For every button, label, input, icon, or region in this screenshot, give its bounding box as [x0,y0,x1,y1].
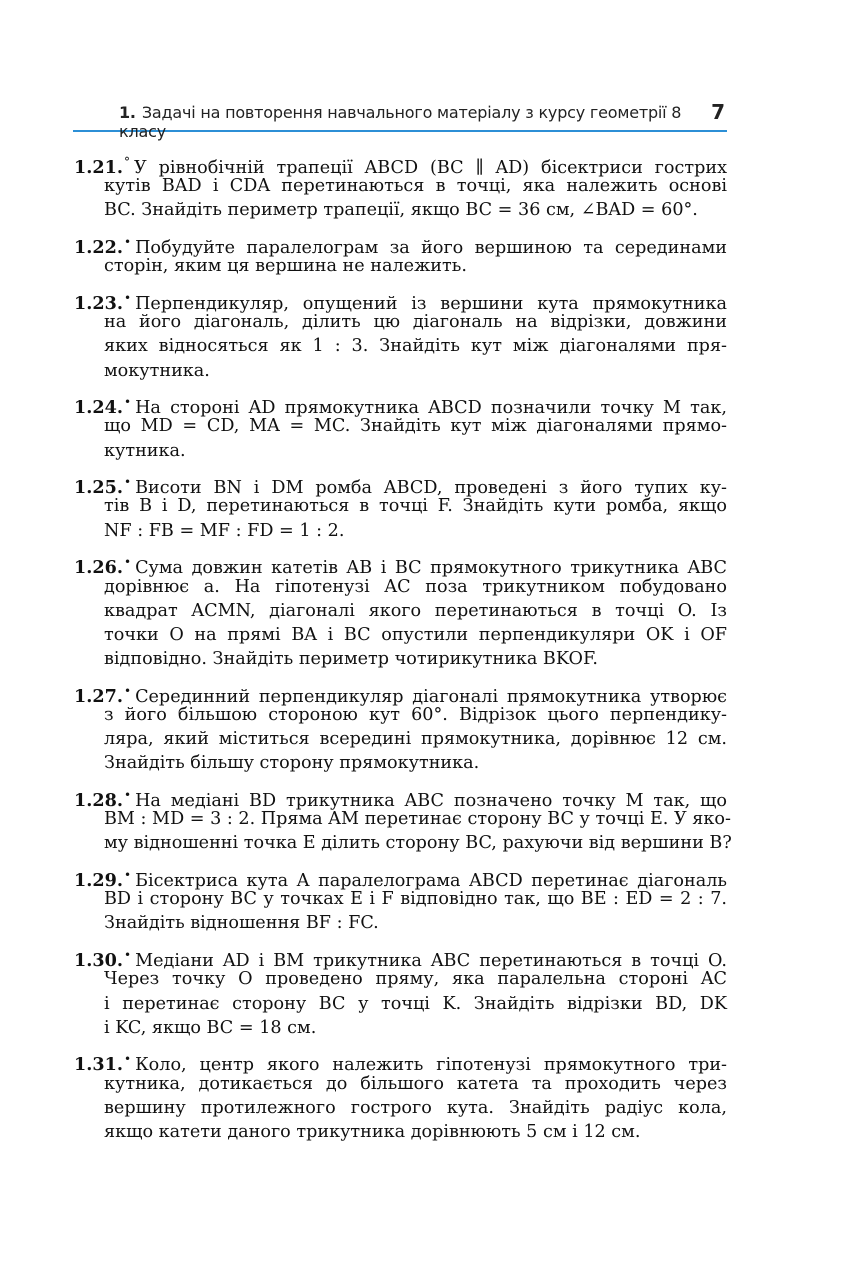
problem-line [74,807,731,831]
problem-text: і KC, якщо BC = 18 см. [104,1017,317,1038]
problem-text: з його більшою стороною кут 60°. Відрізок цього перпендику- [104,704,727,725]
problem-line [74,967,727,991]
problem-text: на його діагональ, ділить цю діагональ на відрізки, довжини [104,312,727,333]
problem-text: яких відносяться як 1 : 3. Знайдіть кут між діагоналями пря- [104,336,727,357]
problem-number: 1.27. [74,685,123,707]
problem [74,390,727,463]
problem-line [74,470,727,499]
problem-line [74,310,727,334]
problem-text: якщо катети даного трикутника дорівнюють 5 см і 12 см. [104,1121,641,1142]
problem-line [74,751,727,775]
difficulty-mark: • [123,290,132,305]
problem-text: і перетинає сторону BC у точці K. Знайдіть відрізки BD, DK [104,993,727,1014]
problem-line [74,679,727,707]
problem-text: Побудуйте паралелограм за його вершиною та серединами [135,238,727,259]
problem [74,943,727,1040]
problem-number: 1.22. [74,237,123,259]
problem-number: 1.31. [74,1054,123,1076]
problem-line [74,439,727,463]
difficulty-mark: • [123,555,132,570]
problem-text: тів B і D, перетинаються в точці F. Знайдіть кути ромба, якщо [104,496,727,517]
problem-line [74,286,727,314]
problem-text: BC. Знайдіть периметр трапеції, якщо BC = 36 см, ∠BAD = 60°. [104,200,698,221]
chapter-number: 1. [119,103,136,122]
difficulty-mark: • [123,475,132,490]
problem-text: кутника. [104,440,186,461]
problem [74,550,727,671]
problem-text: Коло, центр якого належить гіпотенузі прямокутного три- [135,1055,727,1076]
chapter-title: Задачі на повторення навчального матеріалу з курсу геометрії 8 класу [119,103,682,141]
problem-text: На стороні AD прямокутника ABCD позначили точку M так, [135,398,727,419]
problem [74,286,727,383]
problem-text: BD і сторону BC у точках E і F відповідно так, що BE : ED = 2 : 7. [104,889,727,910]
problem-text: На медіані BD трикутника ABC позначено точку M так, що [135,791,727,811]
problem-number: 1.24. [74,397,123,419]
problem-text: ляра, який міститься всередині прямокутника, дорівнює 12 см. [104,729,727,750]
difficulty-mark: • [123,868,132,883]
problem-text: кутів BAD і CDA перетинаються в точці, яка належить основі [104,176,727,197]
problem-line [74,863,727,892]
page-number: 7 [711,100,725,124]
problem-line [74,150,727,178]
problem-text: NF : FB = MF : FD = 1 : 2. [104,520,345,541]
problem-text: У рівнобічній трапеції ABCD (BC ∥ AD) бісектриси гострих [133,158,727,178]
problem-number: 1.21. [74,157,123,178]
difficulty-mark: ° [123,155,130,169]
problem-line [74,334,727,358]
problem-line [74,550,727,579]
problem-line [74,575,727,599]
problem-text: що MD = CD, MA = MC. Знайдіть кут між діагоналями прямо- [104,416,727,437]
difficulty-mark: • [123,683,132,698]
problem-line [74,623,727,647]
problem-text: му відношенні точка E ділить сторону BC, рахуючи від вершини B? [104,833,732,854]
problem-number: 1.23. [74,292,123,314]
problem-line [74,174,727,198]
problem [74,150,727,223]
problem-text: Бісектриса кута A паралелограма ABCD перетинає діагональ [135,871,727,892]
problem-text: точки O на прямі BA і BC опустили перпендикуляри OK і OF [104,624,727,645]
problem-number: 1.26. [74,557,123,579]
problem-line [74,783,727,811]
difficulty-mark: • [123,1052,132,1067]
problem-line [74,359,727,383]
difficulty-mark: • [123,235,132,250]
running-head [119,103,727,141]
problem-line [74,1096,727,1120]
problem-text: сторін, яким ця вершина не належить. [104,256,467,277]
problem-text: BM : MD = 3 : 2. Пряма AM перетинає сторону BC у точці E. У яко- [104,809,731,830]
problem-line [74,390,727,419]
problem-line [74,703,727,727]
problem-line [74,599,727,623]
problem [74,230,727,278]
problem-line [74,943,727,972]
problem-text: Сума довжин катетів AB і BC прямокутного трикутника ABC [135,558,727,579]
problem-line [74,1016,727,1040]
problem-number: 1.29. [74,870,123,892]
problem-text: відповідно. Знайдіть периметр чотирикутника BKOF. [104,649,598,670]
problem-line [74,198,727,222]
page-header [73,100,727,141]
problem-text: Знайдіть відношення BF : FC. [104,913,379,934]
problem [74,1047,727,1144]
problem-line [74,494,727,518]
problem-line [74,1072,727,1096]
problem [74,470,727,543]
problem-line [74,647,727,671]
problem-line [74,911,727,935]
problem-line [74,1047,727,1076]
problem-text: Через точку O проведено пряму, яка паралельна стороні AC [104,969,727,990]
difficulty-mark: • [123,395,132,410]
problem-text: Перпендикуляр, опущений із вершини кута прямокутника [135,293,727,314]
problem-line [74,1120,727,1144]
problem-text: Знайдіть більшу сторону прямокутника. [104,753,480,774]
problem-number: 1.28. [74,790,123,811]
problem-line [74,414,727,438]
problem-line [74,727,727,751]
problem-text: мокутника. [104,360,210,381]
problem-number: 1.25. [74,477,123,499]
problem [74,679,727,776]
problem-text: кутника, дотикається до більшого катета та проходить через [104,1073,727,1094]
problem [74,863,727,936]
problem [74,783,732,856]
problem-text: Серединний перпендикуляр діагоналі прямокутника утворює [135,686,727,707]
problem-text: Висоти BN і DM ромба ABCD, проведені з його тупих ку- [135,478,727,499]
problem-text: Медіани AD і BM трикутника ABC перетинаються в точці O. [135,951,727,972]
difficulty-mark: • [123,788,132,802]
problem-text: дорівнює a. На гіпотенузі AC поза трикутником побудовано [104,576,727,597]
problem-line [74,831,732,855]
problem-line [74,230,727,259]
difficulty-mark: • [123,948,132,963]
problem-line [74,887,727,911]
problem-line [74,992,727,1016]
problem-text: квадрат ACMN, діагоналі якого перетинаються в точці O. Із [104,600,727,621]
problem-line [74,519,727,543]
problem-text: вершину протилежного гострого кута. Знайдіть радіус кола, [104,1097,727,1118]
problem-number: 1.30. [74,950,123,972]
problem-list [74,150,732,1152]
